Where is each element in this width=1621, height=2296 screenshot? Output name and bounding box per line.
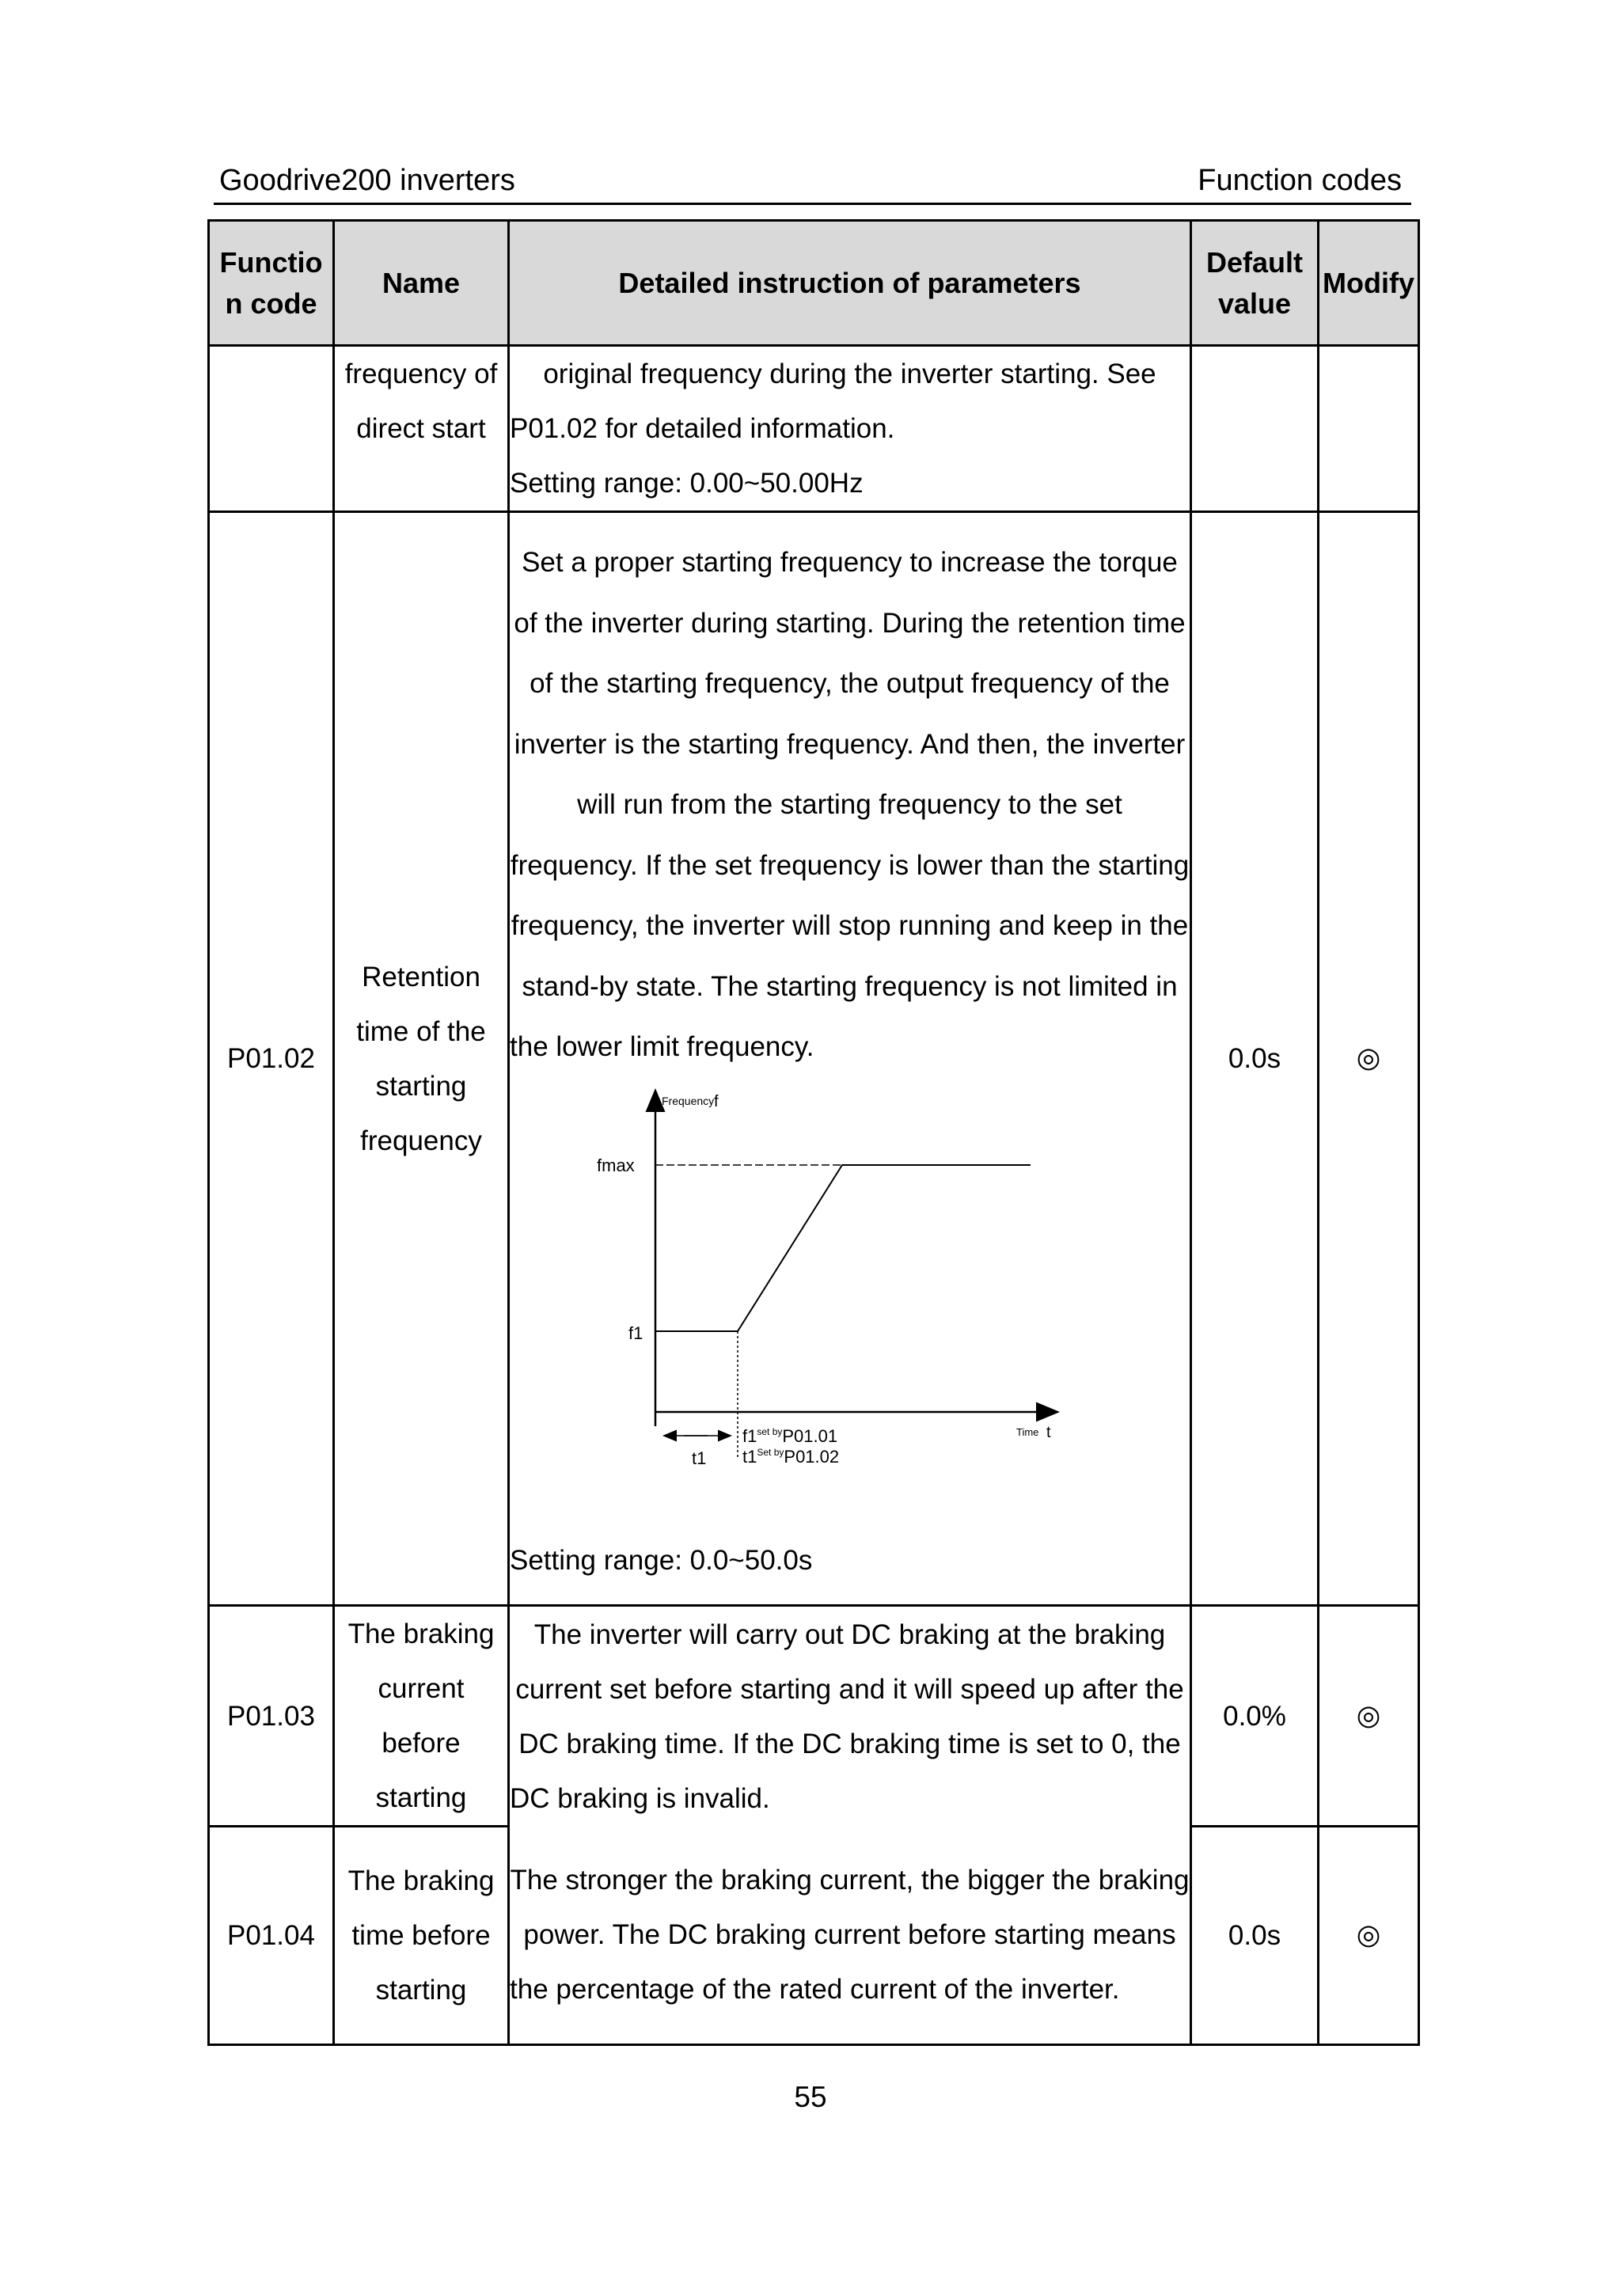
y-axis-label: Frequency [662,1094,715,1107]
function-code-table [207,219,1420,2046]
starting-frequency-figure [510,1078,1190,1537]
header-rule [214,203,1411,205]
cell-name: Retention time of the starting frequency [334,512,509,1606]
cell-modify: ◎ [1319,512,1419,1606]
cell-desc: Set a proper starting frequency to increase the torque of the inverter during starting. During the retention time of the starting frequency, the output frequency of the inverter is the starting frequency. And then, the inverter will run from the starting frequency to the set frequency. If the set frequency is lower than the starting frequency, the inverter will stop running and keep in the stand-by state. The starting frequency is not limited in the lower limit frequency. Frequency f fmax f1 t1 Time t $f1^{set by}P01.01$ $t1^{Set by}P01.02$ Setting range: 0.0~50.0s [509,512,1191,1606]
cell-code: P01.04 [209,1827,334,2045]
cell-code [209,346,334,512]
table-row [209,1606,1419,1827]
cell-default: 0.0s [1191,512,1319,1606]
col-header-desc: Detailed instruction of parameters [509,221,1191,346]
output-frequency-curve [655,1165,1031,1331]
cell-modify: ◎ [1319,1606,1419,1827]
note-t1-set-by: $t1^{Set by}P01.02$ [742,1446,840,1467]
cell-name: The braking current before starting [334,1606,509,1827]
cell-code: P01.03 [209,1606,334,1827]
cell-default [1191,346,1319,512]
col-header-modify: Modify [1319,221,1419,346]
x-axis-symbol: t [1046,1423,1051,1441]
header-doc-title: Goodrive200 inverters [219,164,515,197]
cell-modify: ◎ [1319,1827,1419,2045]
x-axis-label: Time [1016,1425,1039,1438]
col-header-default: Default value [1191,221,1319,346]
cell-default: 0.0s [1191,1827,1319,2045]
page-number: 55 [794,2081,827,2113]
note-f1-set-by: $f1^{set by}P01.01$ [742,1425,838,1446]
table-row [209,1827,1419,2045]
cell-name: The braking time before starting [334,1827,509,2045]
cell-modify [1319,346,1419,512]
table-header-row [209,221,1419,346]
table-row [209,512,1419,1606]
fmax-label: fmax [597,1155,635,1175]
cell-default: 0.0% [1191,1606,1319,1827]
header-section-title: Function codes [1198,164,1402,197]
table-row [209,346,1419,512]
cell-code: P01.02 [209,512,334,1606]
y-axis-symbol: f [714,1092,719,1110]
t1-label: t1 [692,1448,707,1468]
frequency-time-diagram [589,1086,1111,1497]
cell-desc: The inverter will carry out DC braking at the braking current set before starting and it will speed up after the DC braking time. If the DC braking time is set to 0, the DC braking is invalid. [509,1606,1191,1827]
f1-label: f1 [628,1323,643,1343]
col-header-code: Functio n code [209,221,334,346]
col-header-name: Name [334,221,509,346]
cell-desc: original frequency during the inverter starting. See P01.02 for detailed information. Setting range: 0.00~50.00Hz [509,346,1191,512]
cell-name: frequency of direct start [334,346,509,512]
cell-desc: The stronger the braking current, the bigger the braking power. The DC braking current before starting means the percentage of the rated current of the inverter. [509,1827,1191,2045]
